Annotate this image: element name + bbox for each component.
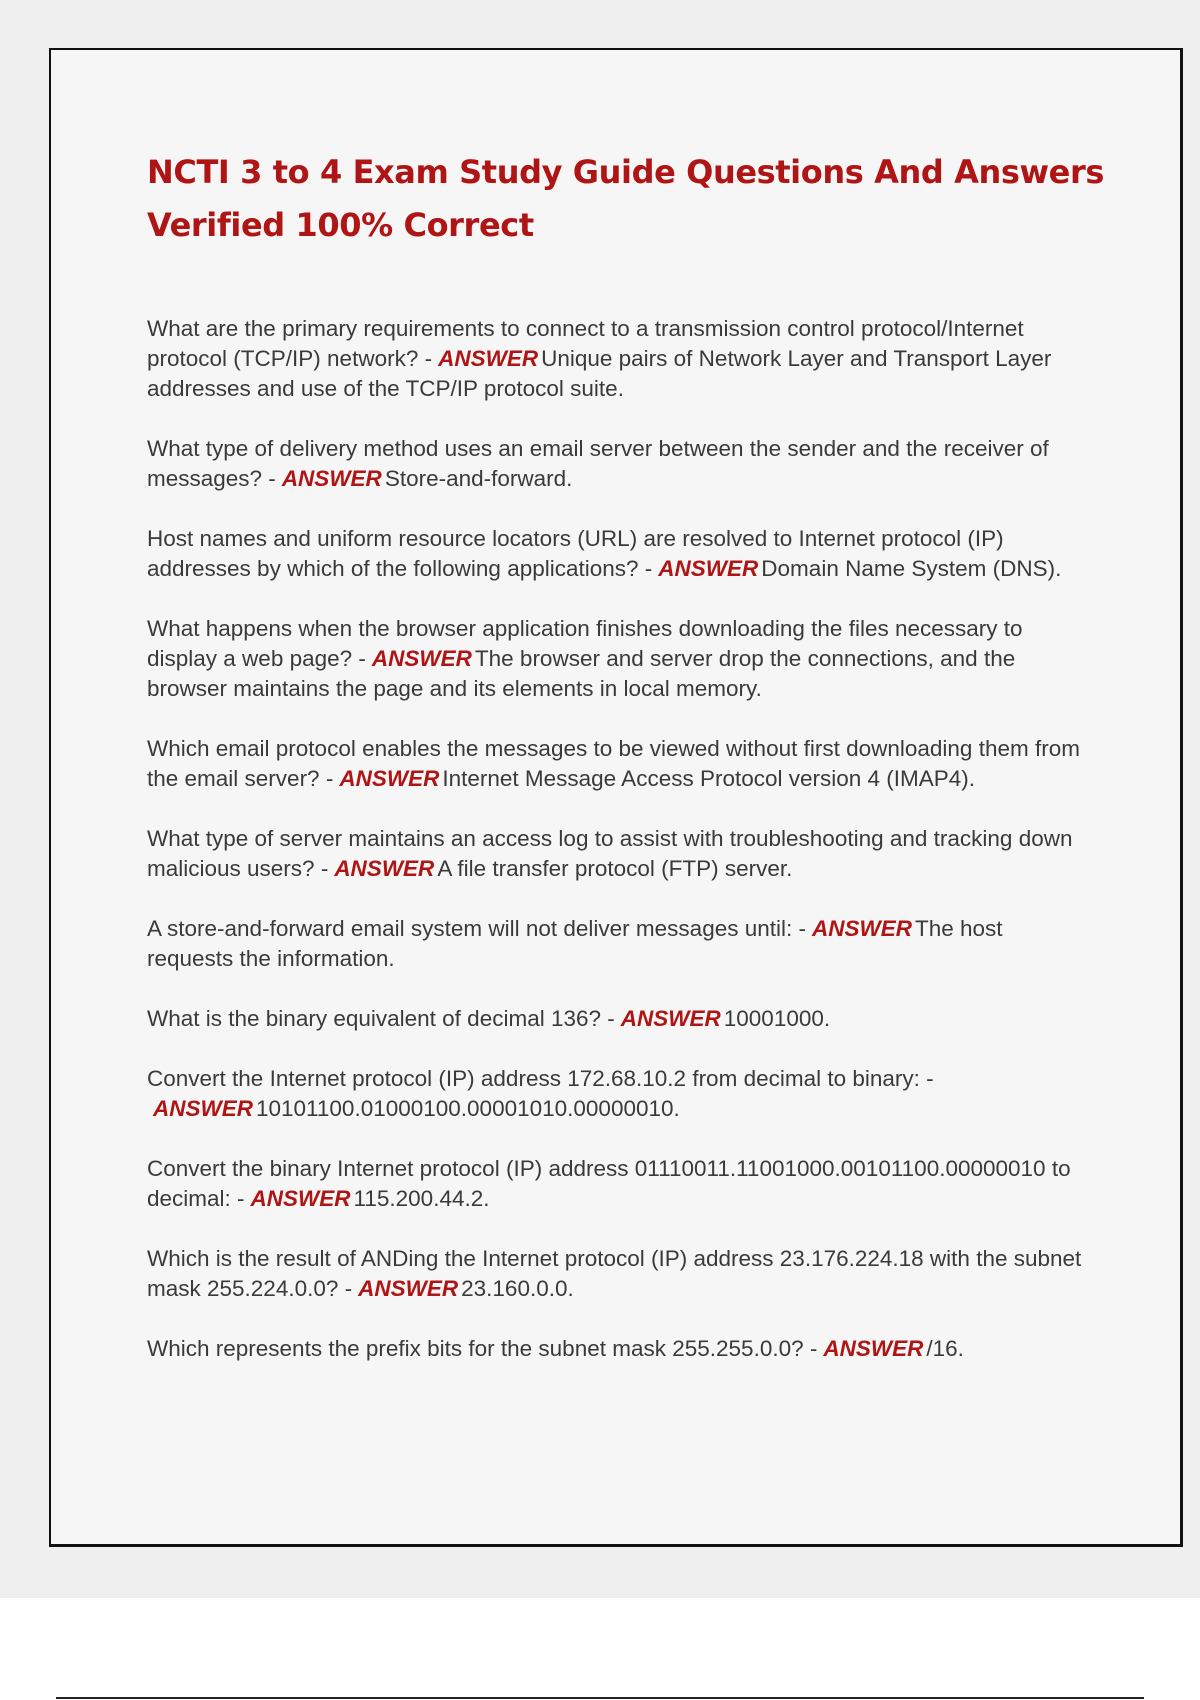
qa-item	[147, 1334, 1092, 1364]
question-text: Host names and uniform resource locators (URL) are resolved to Internet protocol (IP) addresses by which of the following applications? -	[147, 526, 1004, 581]
footer-divider	[56, 1697, 1144, 1699]
question-text: Which email protocol enables the messages to be viewed without first downloading them from the email server? -	[147, 736, 1080, 791]
answer-label: ANSWER	[658, 556, 759, 581]
question-text: A store-and-forward email system will not deliver messages until: -	[147, 916, 806, 941]
answer-text: 10001000.	[723, 1006, 831, 1031]
answer-label: ANSWER	[334, 856, 435, 881]
answer-text: Domain Name System (DNS).	[761, 556, 1062, 581]
answer-label: ANSWER	[153, 1096, 253, 1121]
answer-label: ANSWER	[339, 766, 440, 791]
answer-label: ANSWER	[371, 646, 472, 671]
qa-item	[147, 824, 1092, 884]
answer-text: Unique pairs of Network Layer and Transport Layer addresses and use of the TCP/IP protocol suite.	[147, 346, 1052, 401]
document-page	[49, 48, 1183, 1547]
qa-item	[147, 1244, 1092, 1304]
qa-item	[147, 1064, 1092, 1124]
answer-text: The browser and server drop the connections, and the browser maintains the page and its elements in local memory.	[147, 646, 1016, 701]
answer-label: ANSWER	[823, 1336, 924, 1361]
answer-text: 10101100.01000100.00001010.00000010.	[256, 1096, 680, 1121]
answer-text: 23.160.0.0.	[461, 1276, 574, 1301]
qa-list	[147, 314, 1092, 1394]
answer-text: Internet Message Access Protocol version 4 (IMAP4).	[442, 766, 976, 791]
answer-label: ANSWER	[620, 1006, 721, 1031]
question-text: What are the primary requirements to connect to a transmission control protocol/Internet protocol (TCP/IP) network? -	[147, 316, 1024, 371]
question-text: Convert the binary Internet protocol (IP) address 01110011.11001000.00101100.00000010 to decimal: -	[147, 1156, 1071, 1211]
qa-item	[147, 734, 1092, 794]
answer-label: ANSWER	[250, 1186, 351, 1211]
answer-label: ANSWER	[812, 916, 912, 941]
question-text: What type of delivery method uses an email server between the sender and the receiver of messages? -	[147, 436, 1049, 491]
question-text: What is the binary equivalent of decimal 136? -	[147, 1006, 615, 1031]
question-text: Which is the result of ANDing the Internet protocol (IP) address 23.176.224.18 with the subnet mask 255.224.0.0? -	[147, 1246, 1082, 1301]
question-text: What happens when the browser application finishes downloading the files necessary to display a web page? -	[147, 616, 1023, 671]
qa-item	[147, 314, 1092, 404]
qa-item	[147, 614, 1092, 704]
qa-item	[147, 1154, 1092, 1214]
question-text: Which represents the prefix bits for the subnet mask 255.255.0.0? -	[147, 1336, 818, 1361]
answer-text: 115.200.44.2.	[353, 1186, 490, 1211]
question-text: Convert the Internet protocol (IP) address 172.68.10.2 from decimal to binary: -	[147, 1066, 934, 1091]
answer-label: ANSWER	[281, 466, 382, 491]
answer-text: The host requests the information.	[147, 916, 1003, 971]
answer-label: ANSWER	[358, 1276, 459, 1301]
qa-item	[147, 914, 1092, 974]
page-title: NCTI 3 to 4 Exam Study Guide Questions And Answers Verified 100% Correct	[147, 153, 1104, 244]
answer-label: ANSWER	[438, 346, 539, 371]
qa-item	[147, 434, 1092, 494]
qa-item	[147, 524, 1092, 584]
qa-item	[147, 1004, 1092, 1034]
answer-text: A file transfer protocol (FTP) server.	[437, 856, 793, 881]
question-text: What type of server maintains an access log to assist with troubleshooting and tracking down malicious users? -	[147, 826, 1073, 881]
answer-text: /16.	[926, 1336, 964, 1361]
answer-text: Store-and-forward.	[384, 466, 573, 491]
